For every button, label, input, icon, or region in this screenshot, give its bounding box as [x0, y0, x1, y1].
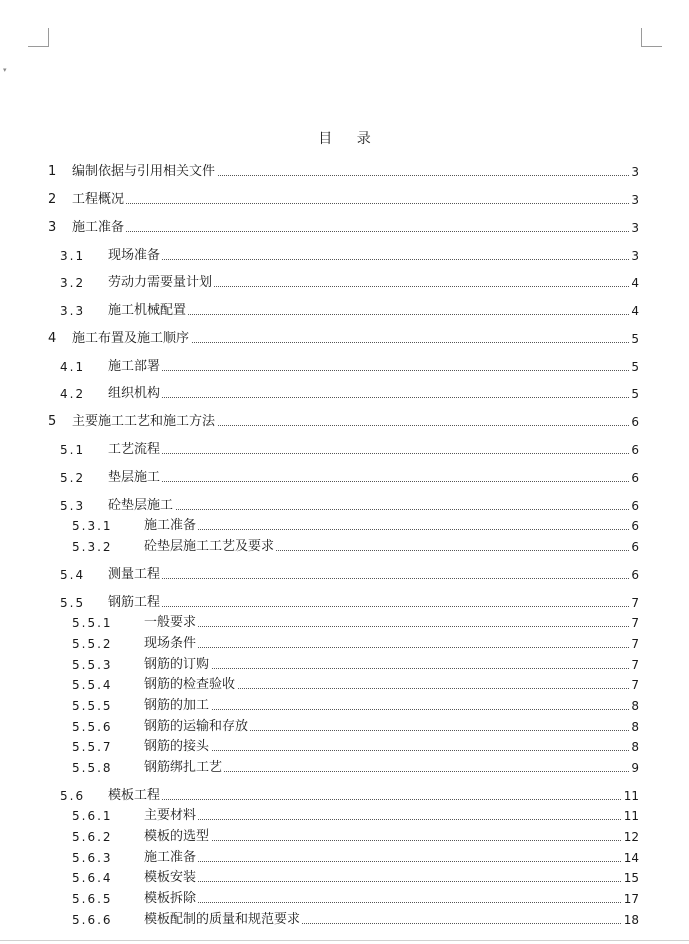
toc-entry-page: 7 [631, 616, 639, 630]
toc-entry[interactable] [0, 330, 689, 348]
toc-leader-dots [108, 509, 639, 510]
toc-entry-label: 施工准备 [144, 518, 197, 533]
toc-entry-page: 6 [631, 499, 639, 513]
toc-entry-number: 5.5.5 [72, 699, 113, 713]
toc-entry-page: 3 [631, 221, 639, 235]
toc-entry-page: 6 [631, 519, 639, 533]
toc-entry-label: 钢筋的运输和存放 [144, 719, 249, 734]
toc-entry[interactable] [0, 163, 689, 181]
toc-entry[interactable] [0, 787, 689, 805]
toc-entry[interactable] [0, 302, 689, 320]
collapse-marker-icon: ▾ [3, 66, 7, 74]
toc-entry-page: 3 [631, 249, 639, 263]
toc-entry-page: 7 [631, 678, 639, 692]
toc-entry-number: 4.2 [60, 387, 86, 401]
toc-entry-number: 5.3.2 [72, 540, 113, 554]
toc-entry-number: 3.2 [60, 276, 86, 290]
toc-entry[interactable] [0, 911, 689, 929]
toc-entry-number: 4.1 [60, 360, 86, 374]
toc-entry-label: 钢筋的检查验收 [144, 677, 236, 692]
toc-entry-label: 模板工程 [108, 788, 161, 803]
toc-entry[interactable] [0, 676, 689, 694]
toc-entry-page: 15 [623, 871, 639, 885]
toc-entry-number: 1 [48, 164, 57, 179]
toc-leader-dots [108, 606, 639, 607]
toc-entry[interactable] [0, 413, 689, 431]
toc-entry-label: 钢筋工程 [108, 595, 161, 610]
toc-entry[interactable] [0, 869, 689, 887]
toc-entry-number: 5.6.3 [72, 851, 113, 865]
toc-leader-dots [108, 259, 639, 260]
toc-entry-label: 砼垫层施工工艺及要求 [144, 539, 275, 554]
toc-entry-number: 5.6 [60, 789, 86, 803]
toc-leader-dots [144, 529, 639, 530]
toc-entry-label: 工艺流程 [108, 442, 161, 457]
toc-entry-label: 钢筋的接头 [144, 739, 210, 754]
toc-entry-page: 11 [623, 809, 639, 823]
toc-entry[interactable] [0, 441, 689, 459]
toc-entry-number: 5.5.4 [72, 678, 113, 692]
toc-entry[interactable] [0, 566, 689, 584]
toc-entry-page: 6 [631, 540, 639, 554]
toc-entry-label: 现场准备 [108, 248, 161, 263]
toc-entry-page: 6 [631, 471, 639, 485]
toc-entry-label: 工程概况 [72, 192, 125, 207]
toc-entry-page: 3 [631, 165, 639, 179]
toc-leader-dots [144, 840, 639, 841]
toc-entry[interactable] [0, 849, 689, 867]
toc-entry[interactable] [0, 538, 689, 556]
toc-entry-label: 组织机构 [108, 386, 161, 401]
toc-entry-number: 5.5.2 [72, 637, 113, 651]
toc-entry-label: 主要施工工艺和施工方法 [72, 414, 216, 429]
page-corner-top-left [28, 28, 49, 47]
toc-leader-dots [144, 668, 639, 669]
toc-entry-page: 14 [623, 851, 639, 865]
toc-entry-page: 8 [631, 720, 639, 734]
toc-leader-dots [144, 647, 639, 648]
toc-entry-number: 5.6.2 [72, 830, 113, 844]
toc-leader-dots [108, 453, 639, 454]
toc-entry[interactable] [0, 807, 689, 825]
toc-leader-dots [72, 203, 639, 204]
toc-entry-page: 17 [623, 892, 639, 906]
toc-entry[interactable] [0, 738, 689, 756]
toc-title: 目 录 [318, 131, 381, 147]
toc-entry-label: 钢筋的订购 [144, 657, 210, 672]
toc-leader-dots [108, 481, 639, 482]
toc-entry[interactable] [0, 828, 689, 846]
toc-entry-number: 5.5.7 [72, 740, 113, 754]
toc-entry-number: 5.3.1 [72, 519, 113, 533]
toc-leader-dots [144, 750, 639, 751]
toc-entry[interactable] [0, 191, 689, 209]
toc-leader-dots [144, 819, 639, 820]
toc-entry-number: 3.1 [60, 249, 86, 263]
toc-entry-number: 5.3 [60, 499, 86, 513]
toc-entry-page: 7 [631, 596, 639, 610]
toc-entry-page: 3 [631, 193, 639, 207]
toc-entry-page: 4 [631, 304, 639, 318]
toc-entry-number: 4 [48, 331, 57, 346]
toc-entry[interactable] [0, 656, 689, 674]
toc-leader-dots [108, 799, 639, 800]
toc-entry-number: 5.5.3 [72, 658, 113, 672]
toc-entry-label: 编制依据与引用相关文件 [72, 164, 216, 179]
toc-entry-page: 6 [631, 443, 639, 457]
toc-entry-number: 5.6.4 [72, 871, 113, 885]
page-corner-top-right [641, 28, 662, 47]
toc-entry-label: 钢筋绑扎工艺 [144, 760, 223, 775]
toc-entry-label: 施工机械配置 [108, 303, 187, 318]
toc-entry-label: 砼垫层施工 [108, 498, 174, 513]
toc-entry[interactable] [0, 594, 689, 612]
toc-leader-dots [144, 902, 639, 903]
toc-entry-page: 7 [631, 637, 639, 651]
toc-entry[interactable] [0, 385, 689, 403]
toc-entry[interactable] [0, 274, 689, 292]
toc-entry-page: 5 [631, 332, 639, 346]
toc-entry-page: 18 [623, 913, 639, 927]
toc-entry-page: 4 [631, 276, 639, 290]
toc-entry-number: 5.6.6 [72, 913, 113, 927]
toc-entry-page: 12 [623, 830, 639, 844]
toc-entry-number: 5.4 [60, 568, 86, 582]
toc-entry[interactable] [0, 759, 689, 777]
toc-entry[interactable] [0, 219, 689, 237]
toc-entry[interactable] [0, 718, 689, 736]
toc-leader-dots [108, 578, 639, 579]
toc-entry-label: 模板安装 [144, 870, 197, 885]
toc-entry-number: 2 [48, 192, 57, 207]
toc-entry-label: 测量工程 [108, 567, 161, 582]
toc-entry[interactable] [0, 247, 689, 265]
toc-entry-number: 5 [48, 414, 57, 429]
toc-entry-page: 8 [631, 699, 639, 713]
toc-entry-label: 垫层施工 [108, 470, 161, 485]
toc-entry-number: 5.5.6 [72, 720, 113, 734]
toc-entry-page: 9 [631, 761, 639, 775]
toc-entry-label: 施工部署 [108, 359, 161, 374]
toc-entry-number: 5.6.1 [72, 809, 113, 823]
toc-leader-dots [144, 626, 639, 627]
toc-entry-page: 6 [631, 568, 639, 582]
toc-entry-label: 主要材料 [144, 808, 197, 823]
toc-entry-label: 劳动力需要量计划 [108, 275, 213, 290]
page-bottom-edge [0, 940, 689, 941]
toc-entry-label: 一般要求 [144, 615, 197, 630]
toc-entry-number: 5.5.8 [72, 761, 113, 775]
toc-entry-label: 模板配制的质量和规范要求 [144, 912, 301, 927]
toc-entry-page: 5 [631, 387, 639, 401]
toc-leader-dots [144, 709, 639, 710]
toc-leader-dots [108, 370, 639, 371]
toc-leader-dots [144, 861, 639, 862]
toc-entry-label: 模板的选型 [144, 829, 210, 844]
toc-entry[interactable] [0, 358, 689, 376]
toc-entry[interactable] [0, 890, 689, 908]
toc-entry-page: 6 [631, 415, 639, 429]
toc-entry-number: 5.2 [60, 471, 86, 485]
toc-entry[interactable] [0, 469, 689, 487]
toc-entry[interactable] [0, 635, 689, 653]
toc-leader-dots [72, 231, 639, 232]
toc-entry-number: 3 [48, 220, 57, 235]
toc-entry-number: 5.6.5 [72, 892, 113, 906]
toc-entry-number: 5.5 [60, 596, 86, 610]
toc-entry-page: 5 [631, 360, 639, 374]
toc-entry[interactable] [0, 517, 689, 535]
toc-entry-number: 5.1 [60, 443, 86, 457]
toc-leader-dots [144, 881, 639, 882]
toc-entry-label: 现场条件 [144, 636, 197, 651]
toc-entry-page: 7 [631, 658, 639, 672]
toc-leader-dots [108, 397, 639, 398]
toc-entry-label: 施工准备 [144, 850, 197, 865]
toc-entry-label: 施工准备 [72, 220, 125, 235]
toc-entry-number: 5.5.1 [72, 616, 113, 630]
toc-entry[interactable] [0, 614, 689, 632]
toc-entry-label: 模板拆除 [144, 891, 197, 906]
toc-entry[interactable] [0, 497, 689, 515]
toc-entry-number: 3.3 [60, 304, 86, 318]
toc-entry[interactable] [0, 697, 689, 715]
toc-entry-page: 8 [631, 740, 639, 754]
toc-entry-label: 施工布置及施工顺序 [72, 331, 190, 346]
toc-entry-label: 钢筋的加工 [144, 698, 210, 713]
toc-entry-page: 11 [623, 789, 639, 803]
